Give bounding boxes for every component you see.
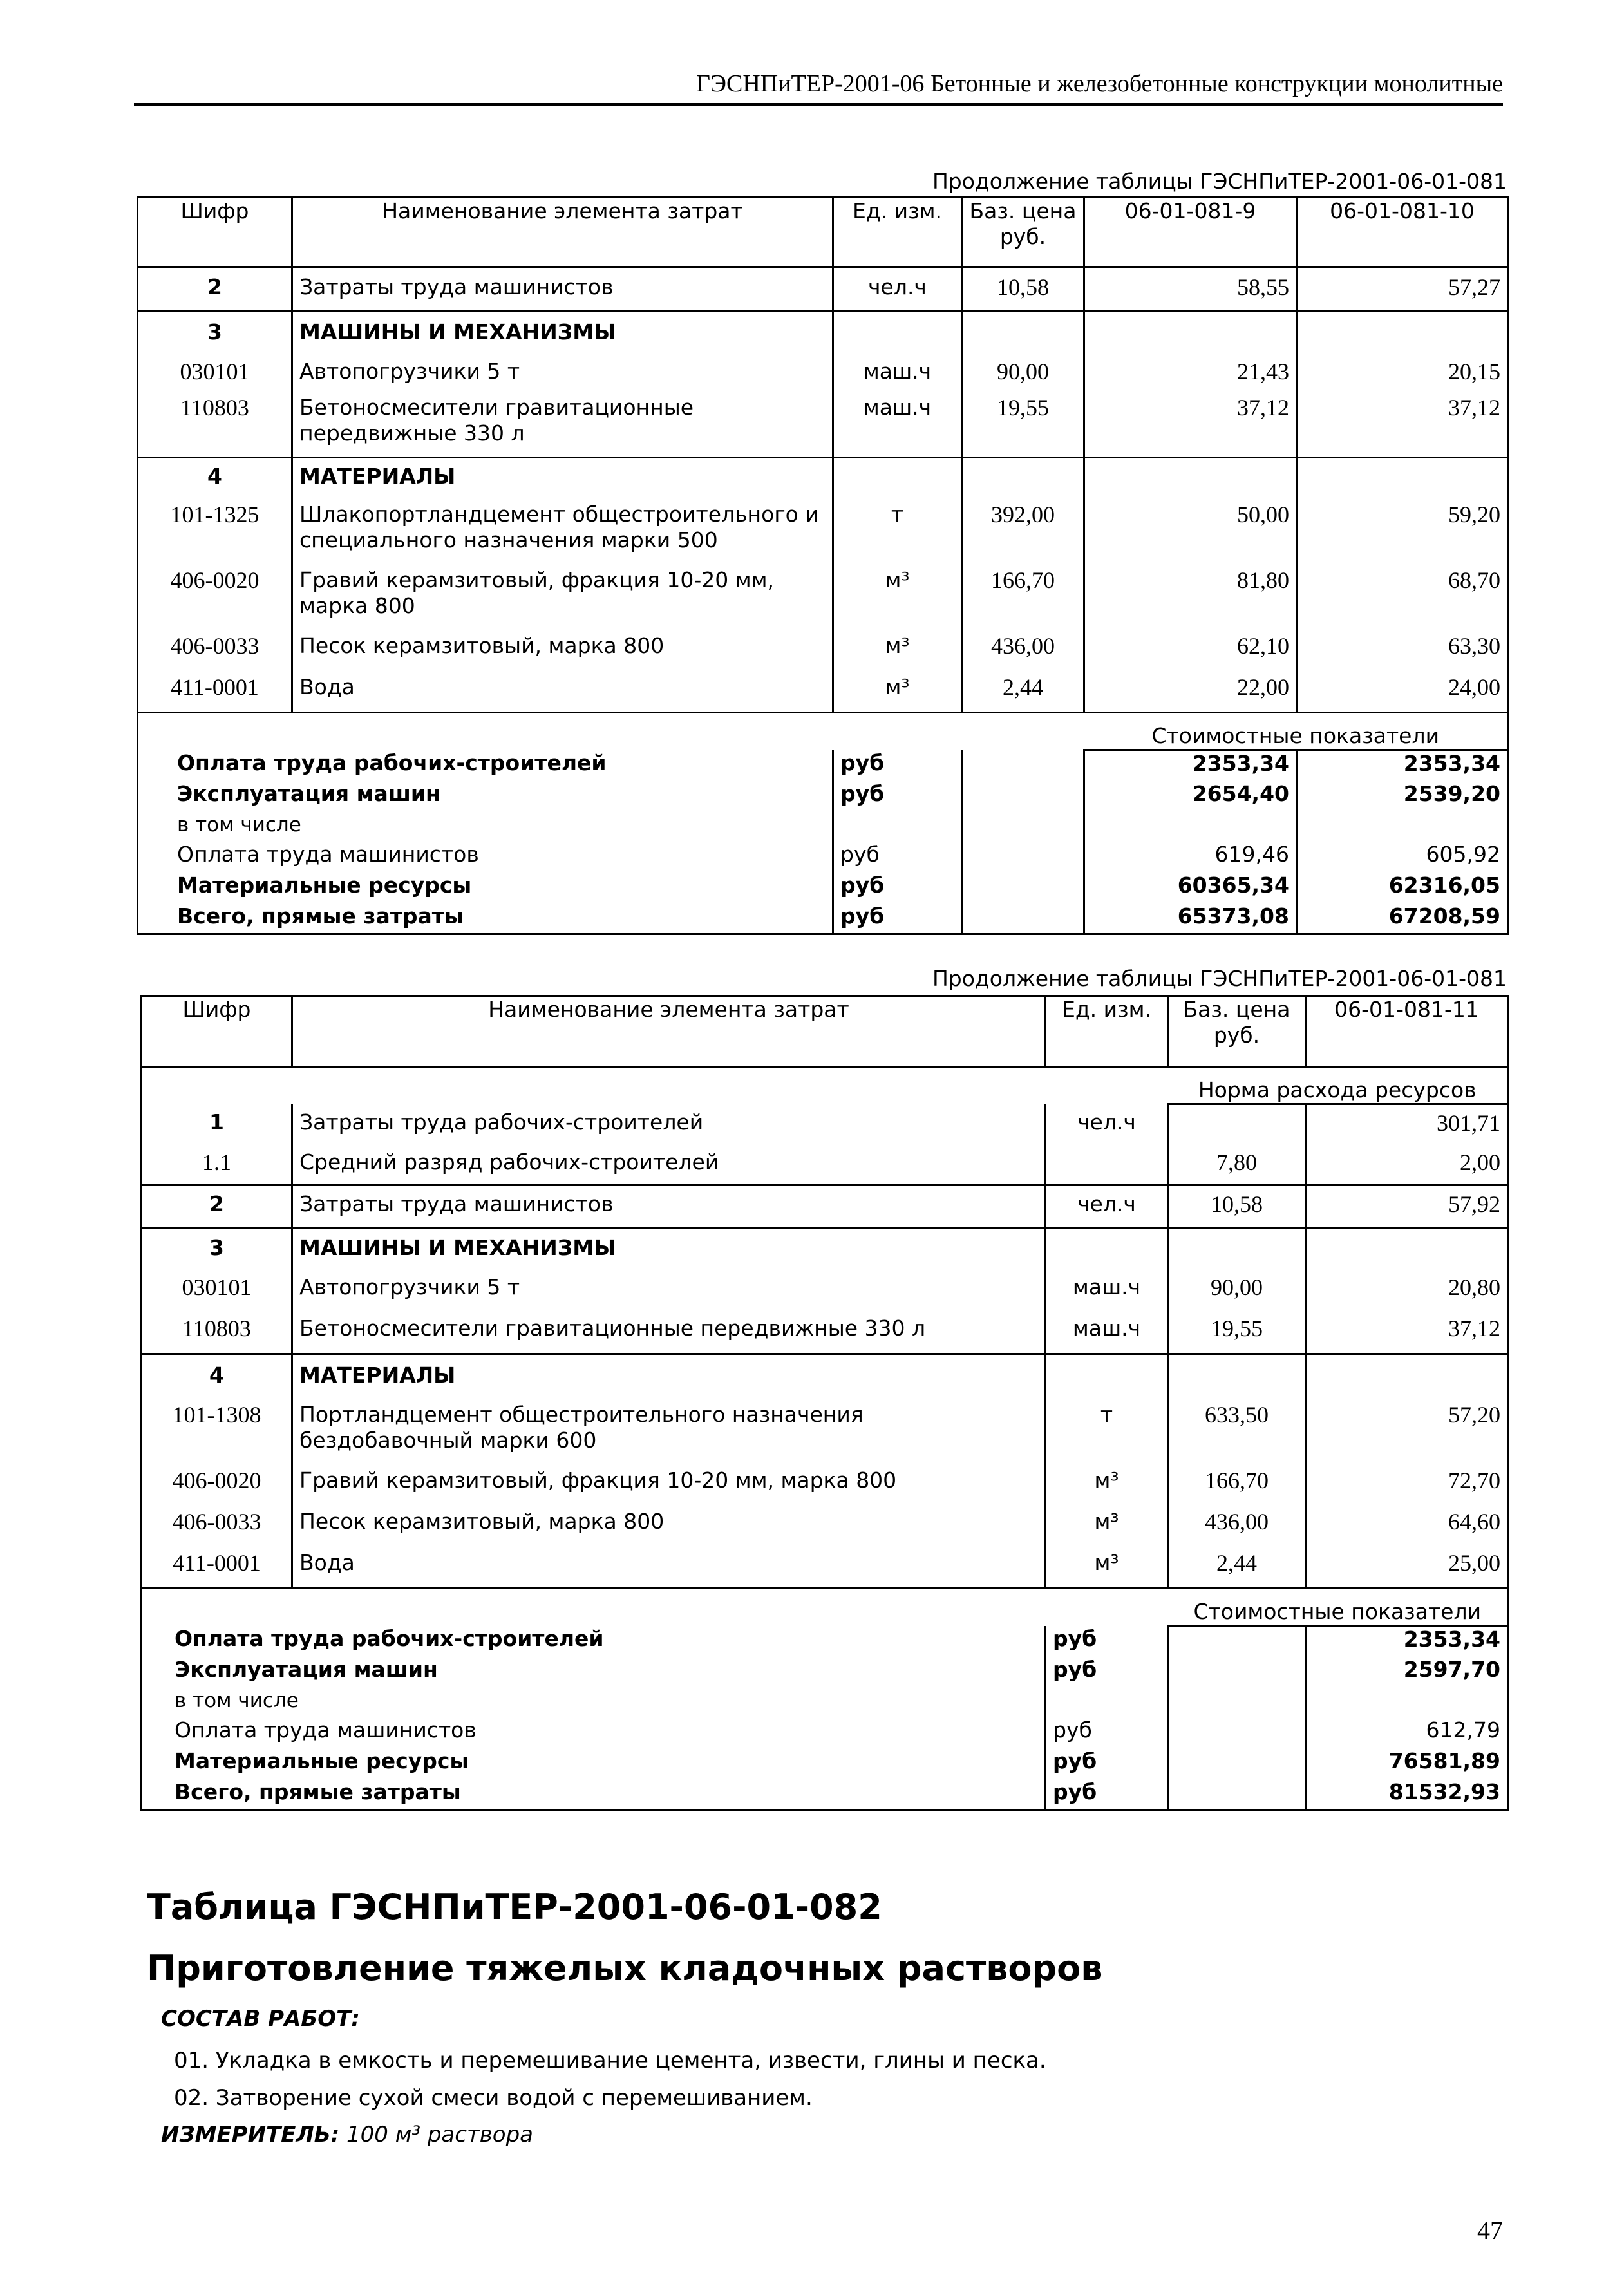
table-row: Всего, прямые затраты руб 65373,08 67208,59 xyxy=(138,903,1508,934)
t1-cost-header: Стоимостные показатели xyxy=(1084,713,1508,750)
table-row: Всего, прямые затраты руб 81532,93 xyxy=(142,1779,1508,1810)
table-row: 4 МАТЕРИАЛЫ xyxy=(142,1354,1508,1397)
t1-head-unit: Ед. изм. xyxy=(833,198,962,267)
t2-head-code: Шифр xyxy=(142,996,292,1067)
work-item: 02. Затворение сухой смеси водой с перемешиванием. xyxy=(174,2085,813,2111)
table2 xyxy=(140,995,1509,1811)
table-row: 406-0020 Гравий керамзитовый, фракция 10-20 мм, марка 800 м³ 166,70 81,80 68,70 xyxy=(138,563,1508,629)
table-row: Эксплуатация машин руб 2654,40 2539,20 xyxy=(138,781,1508,812)
table-row: 3 МАШИНЫ И МЕХАНИЗМЫ xyxy=(138,311,1508,355)
meter xyxy=(161,2122,533,2148)
table-row: Оплата труда машинистов руб 619,46 605,92 xyxy=(138,842,1508,873)
table-row: 1.1 Средний разряд рабочих-строителей 7,80 2,00 xyxy=(142,1146,1508,1186)
t2-head-price: Баз. цена руб. xyxy=(1168,996,1306,1067)
t1-head-col1: 06-01-081-9 xyxy=(1084,198,1297,267)
table-row: 030101 Автопогрузчики 5 т маш.ч 90,00 20,80 xyxy=(142,1271,1508,1312)
meter-label: ИЗМЕРИТЕЛЬ: xyxy=(161,2122,340,2148)
page-header: ГЭСНПиТЕР-2001-06 Бетонные и железобетонные конструкции монолитные xyxy=(134,70,1503,106)
table-row: 2 Затраты труда машинистов чел.ч 10,58 57,92 xyxy=(142,1186,1508,1228)
table-row: в том числе xyxy=(142,1688,1508,1717)
table-row: Материальные ресурсы руб 60365,34 62316,05 xyxy=(138,873,1508,903)
t2-head-col1: 06-01-081-11 xyxy=(1306,996,1508,1067)
t1-head-code: Шифр xyxy=(138,198,292,267)
table-row: Оплата труда машинистов руб 612,79 xyxy=(142,1717,1508,1748)
table-row: 3 МАШИНЫ И МЕХАНИЗМЫ xyxy=(142,1228,1508,1271)
table-row: 406-0033 Песок керамзитовый, марка 800 м³ 436,00 62,10 63,30 xyxy=(138,629,1508,670)
table2-continuation: Продолжение таблицы ГЭСНПиТЕР-2001-06-01-081 xyxy=(932,966,1507,991)
table-row: Оплата труда рабочих-строителей руб 2353,34 2353,34 xyxy=(138,750,1508,781)
table-row: 406-0033 Песок керамзитовый, марка 800 м³ 436,00 64,60 xyxy=(142,1505,1508,1546)
t1-head-name: Наименование элемента затрат xyxy=(292,198,833,267)
work-item: 01. Укладка в емкость и перемешивание цемента, извести, глины и песка. xyxy=(174,2048,1046,2074)
table1 xyxy=(137,196,1509,935)
t2-head-name: Наименование элемента затрат xyxy=(292,996,1046,1067)
section-subtitle: Приготовление тяжелых кладочных растворов xyxy=(147,1948,1103,1989)
table-title: Таблица ГЭСНПиТЕР-2001-06-01-082 xyxy=(147,1887,882,1927)
table-row: 110803 Бетоносмесители гравитационные передвижные 330 л маш.ч 19,55 37,12 xyxy=(142,1312,1508,1354)
t2-cost-header: Стоимостные показатели xyxy=(1168,1589,1508,1626)
table-row: 101-1325 Шлакопортландцемент общестроительного и специального назначения марки 500 т 392,00 50,00 59,20 xyxy=(138,498,1508,563)
table-row: 411-0001 Вода м³ 2,44 25,00 xyxy=(142,1546,1508,1589)
table-row: 101-1308 Портландцемент общестроительного назначения бездобавочный марки 600 т 633,50 57,20 xyxy=(142,1397,1508,1464)
sostav-label: СОСТАВ РАБОТ: xyxy=(161,2006,360,2032)
t1-head-col2: 06-01-081-10 xyxy=(1297,198,1508,267)
table-row: 110803 Бетоносмесители гравитационные передвижные 330 л маш.ч 19,55 37,12 37,12 xyxy=(138,395,1508,458)
meter-value: 100 м³ раствора xyxy=(346,2122,533,2148)
table-row: 406-0020 Гравий керамзитовый, фракция 10-20 мм, марка 800 м³ 166,70 72,70 xyxy=(142,1464,1508,1505)
t2-head-unit: Ед. изм. xyxy=(1046,996,1168,1067)
table-row: 1 Затраты труда рабочих-строителей чел.ч 301,71 xyxy=(142,1104,1508,1146)
table-row: 411-0001 Вода м³ 2,44 22,00 24,00 xyxy=(138,670,1508,713)
page-number: 47 xyxy=(1477,2216,1503,2245)
table-row: 4 МАТЕРИАЛЫ xyxy=(138,458,1508,498)
table-row: 030101 Автопогрузчики 5 т маш.ч 90,00 21,43 20,15 xyxy=(138,355,1508,395)
table-row: Материальные ресурсы руб 76581,89 xyxy=(142,1748,1508,1779)
table-row: Эксплуатация машин руб 2597,70 xyxy=(142,1657,1508,1688)
t1-head-price: Баз. цена руб. xyxy=(962,198,1084,267)
t2-norm-header: Норма расхода ресурсов xyxy=(1168,1067,1508,1104)
table1-continuation: Продолжение таблицы ГЭСНПиТЕР-2001-06-01-081 xyxy=(932,169,1507,194)
table-row: Оплата труда рабочих-строителей руб 2353,34 xyxy=(142,1626,1508,1657)
table-row: 2 Затраты труда машинистов чел.ч 10,58 58,55 57,27 xyxy=(138,267,1508,311)
table-row: в том числе xyxy=(138,812,1508,842)
